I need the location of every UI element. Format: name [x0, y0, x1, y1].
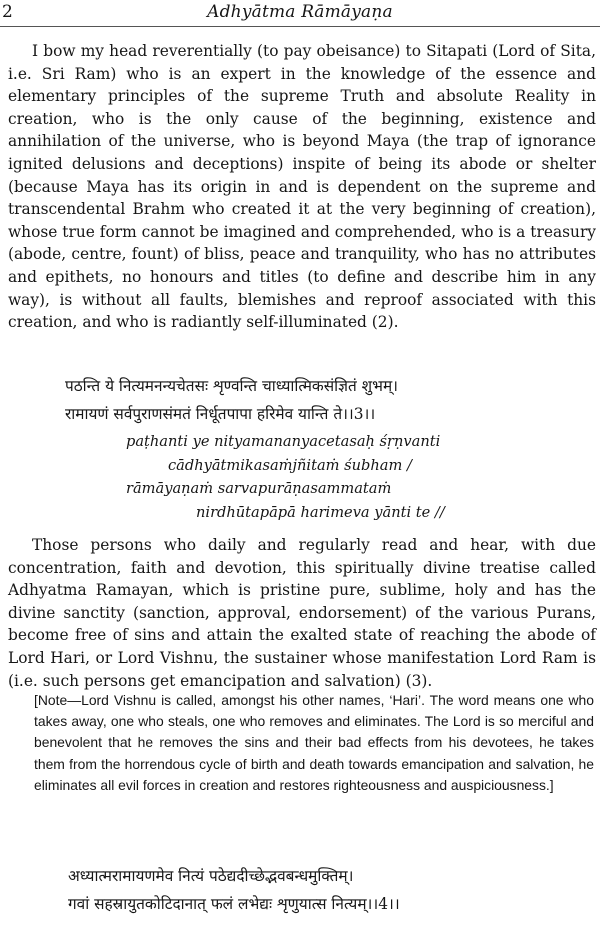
running-title: Adhyātma Rāmāyaṇa — [207, 2, 393, 22]
running-header — [0, 0, 600, 27]
sanskrit-verse-3 — [65, 372, 565, 428]
verse-line: पठन्ति ये नित्यमनन्यचेतसः शृण्वन्ति चाध्यात्मिकसंज्ञितं शुभम्। — [65, 377, 398, 395]
transliteration-line: rāmāyaṇaṁ sarvapurāṇasammataṁ — [126, 480, 392, 497]
paragraph-translation-3 — [8, 534, 596, 692]
verse-line: अध्यात्मरामायणमेव नित्यं पठेद्यदीच्छेद्भवबन्धमुक्तिम्। — [68, 867, 354, 885]
note-block — [34, 690, 594, 796]
paragraph-text: I bow my head reverentially (to pay obeisance) to Sitapati (Lord of Sita, i.e. Sri Ram) who is an expert in the knowledge of the essence and elementary principles of the supreme Truth and absolute Reality in creation, who is the only cause of the beginning, existence and annihilation of the universe, who is beyond Maya (the trap of ignorance ignited delusions and deceptions) inspite of being its abode or shelter (because Maya has its origin in and is dependent on the supreme and transcendental Brahm who created it at the very beginning of creation), whose true form cannot be imagined and comprehended, who is a treasury (abode, centre, fount) of bliss, peace and tranquility, who has no attributes and epithets, no honours and titles (to define and describe him in any way), is without all faults, blemishes and reproof associated with this creation, and who is radiantly self-illuminated (2). — [8, 42, 596, 332]
page-number: 2 — [2, 2, 13, 22]
sanskrit-verse-4 — [68, 862, 568, 918]
transliteration-line: paṭhanti ye nityamananyacetasaḥ śṛṇvanti — [126, 433, 441, 450]
paragraph-commentary-2 — [8, 40, 596, 334]
verse-line: गवां सहस्रायुतकोटिदानात् फलं लभेद्यः शृणुयात्स नित्यम्।।4।। — [68, 895, 400, 913]
transliteration-3 — [126, 430, 566, 524]
transliteration-line: nirdhūtapāpā harimeva yānti te // — [196, 503, 445, 521]
note-text: [Note—Lord Vishnu is called, amongst his other names, ‘Hari’. The word means one who takes away, one who steals, one who removes and eliminates. The Lord is so merciful and benevolent that he removes the sins and their bad effects from his devotees, he takes them from the horrendous cycle of birth and death towards emancipation and salvation, he eliminates all evil forces in creation and restores righteousness and auspiciousness.] — [34, 692, 594, 793]
paragraph-text: Those persons who daily and regularly read and hear, with due concentration, faith and devotion, this spiritually divine treatise called Adhyatma Ramayan, which is pristine pure, sublime, holy and has the divine sanctity (sanction, approval, endorsement) of the various Purans, become free of sins and attain the exalted state of reaching the abode of Lord Hari, or Lord Vishnu, the sustainer whose manifestation Lord Ram is (i.e. such persons get emancipation and salvation) (3). — [8, 536, 596, 690]
verse-line: रामायणं सर्वपुराणसंमतं निर्धूतपापा हरिमेव यान्ति ते।।3।। — [65, 405, 376, 423]
transliteration-line: cādhyātmikasaṁjñitaṁ śubham / — [168, 456, 412, 474]
